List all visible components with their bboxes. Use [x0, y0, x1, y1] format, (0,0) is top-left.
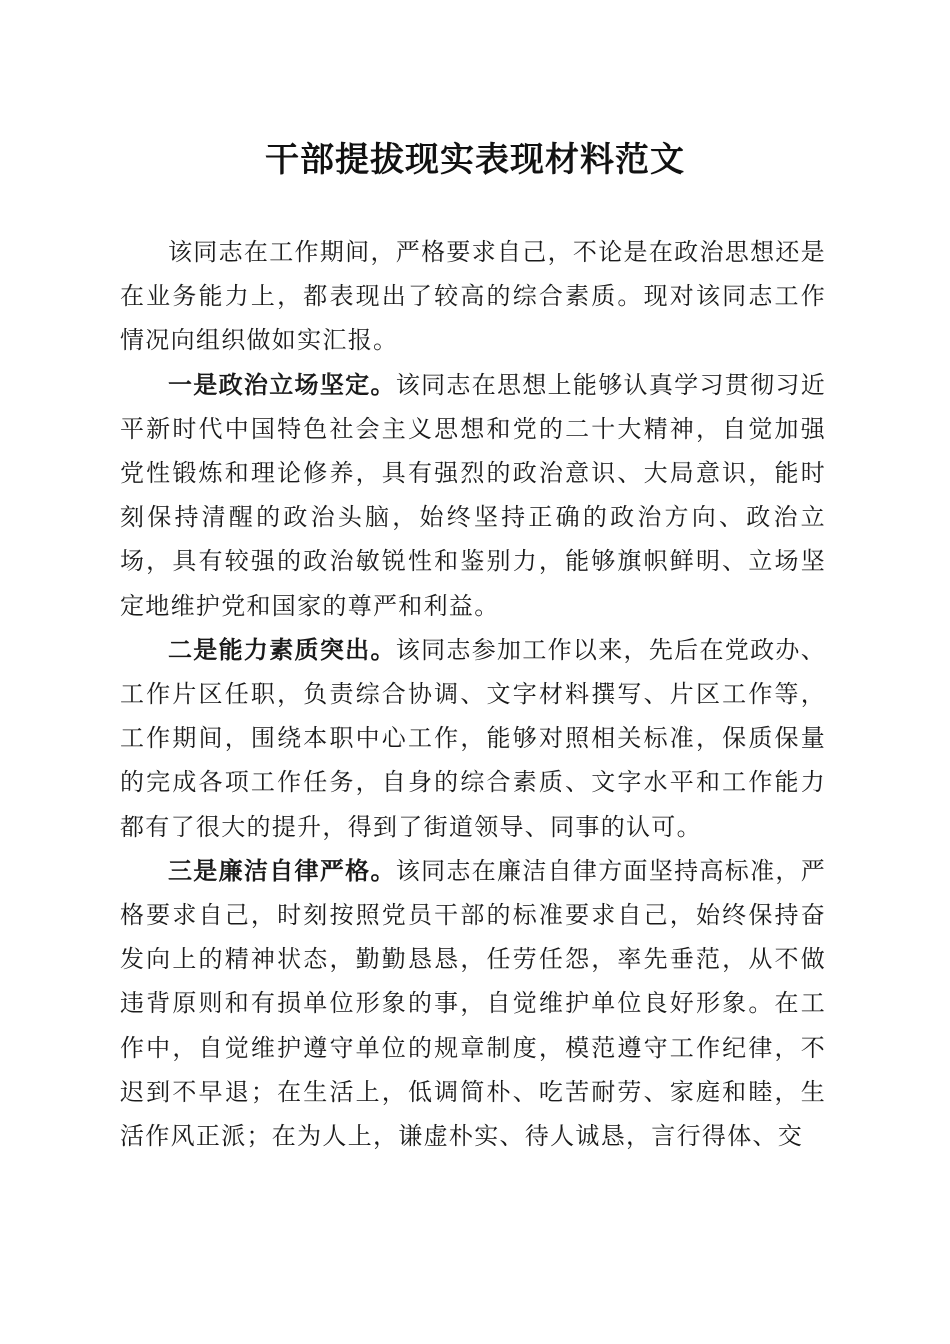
- document-body: [120, 230, 826, 1158]
- paragraph-heading: 一是政治立场坚定。: [168, 369, 396, 399]
- paragraph-text: 该同志在廉洁自律方面坚持高标准，严格要求自己，时刻按照党员干部的标准要求自己，始终保持奋发向上的精神状态，勤勤恳恳，任劳任怨，率先垂范，从不做违背原则和有损单位形象的事，自觉维护单位良好形象。在工作中，自觉维护遵守单位的规章制度，模范遵守工作纪律，不迟到不早退；在生活上，低调简朴、吃苦耐劳、家庭和睦，生活作风正派；在为人上，谦虚朴实、待人诚恳，言行得体、交: [120, 856, 826, 1151]
- paragraph-integrity: [120, 849, 826, 1158]
- paragraph-text: 该同志在工作期间，严格要求自己，不论是在政治思想还是在业务能力上，都表现出了较高的综合素质。现对该同志工作情况向组织做如实汇报。: [120, 238, 826, 355]
- paragraph-heading: 三是廉洁自律严格。: [168, 855, 396, 885]
- paragraph-intro: [120, 230, 826, 363]
- paragraph-ability: [120, 628, 826, 849]
- paragraph-text: 该同志在思想上能够认真学习贯彻习近平新时代中国特色社会主义思想和党的二十大精神，自觉加强党性锻炼和理论修养，具有强烈的政治意识、大局意识，能时刻保持清醒的政治头脑，始终坚持正确的政治方向、政治立场，具有较强的政治敏锐性和鉴别力，能够旗帜鲜明、立场坚定地维护党和国家的尊严和利益。: [120, 370, 826, 620]
- paragraph-text: 该同志参加工作以来，先后在党政办、工作片区任职，负责综合协调、文字材料撰写、片区工作等，工作期间，围绕本职中心工作，能够对照相关标准，保质保量的完成各项工作任务，自身的综合素质、文字水平和工作能力都有了很大的提升，得到了街道领导、同事的认可。: [120, 635, 826, 841]
- paragraph-heading: 二是能力素质突出。: [168, 634, 396, 664]
- paragraph-political-stance: [120, 363, 826, 628]
- document-title: 干部提拔现实表现材料范文: [265, 140, 685, 180]
